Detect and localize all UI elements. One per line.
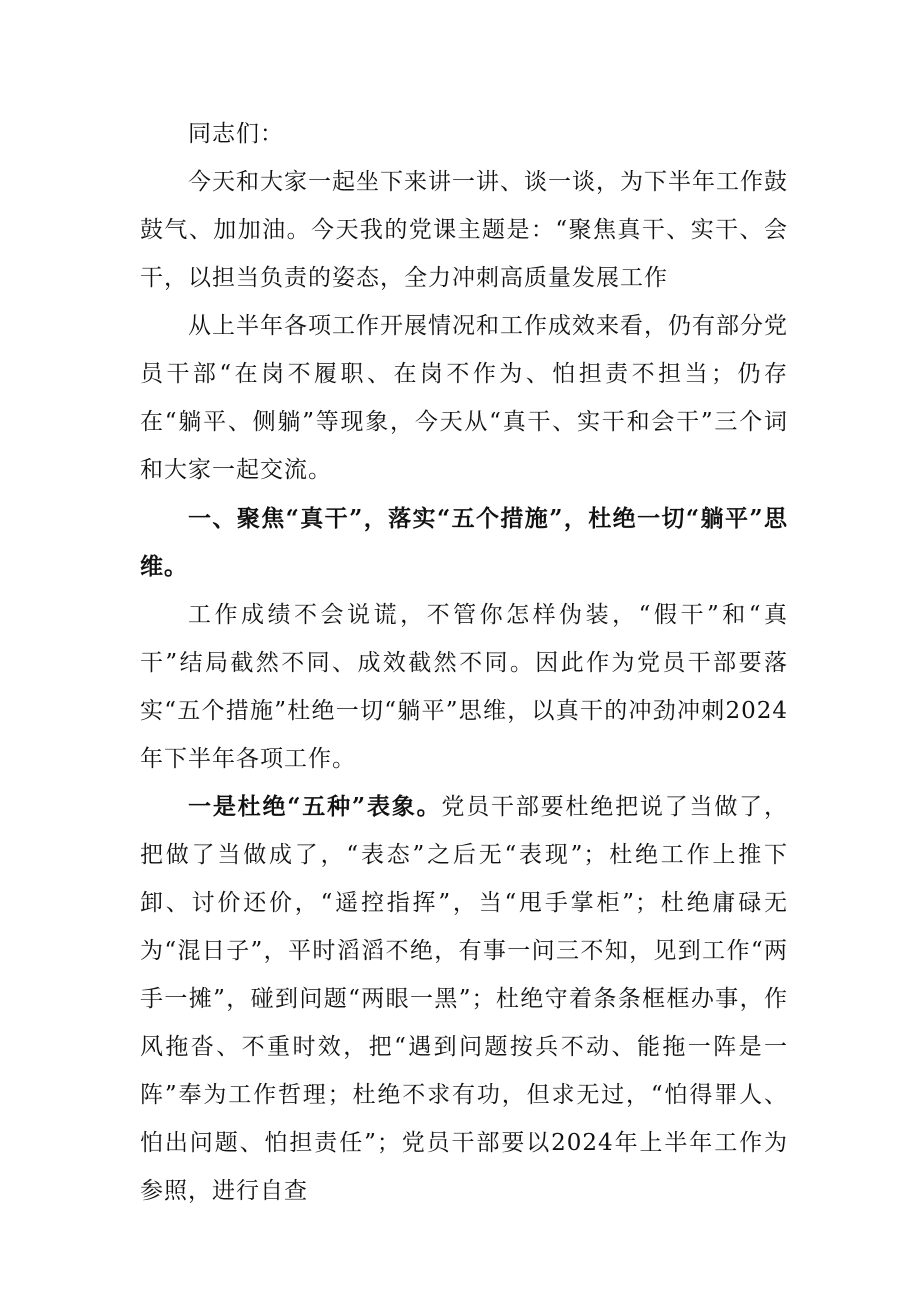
context-paragraph: 从上半年各项工作开展情况和工作成效来看，仍有部分党员干部“在岗不履职、在岗不作为、怕担责不担当；仍存在“躺平、侧躺”等现象，今天从“真干、实干和会干”三个词和大家一起交流。 <box>140 313 788 483</box>
section-heading-block <box>140 495 788 591</box>
salutation: 同志们： <box>188 121 284 147</box>
point-one-lead: 一是杜绝“五种”表象。 <box>188 793 442 820</box>
intro-paragraph-block <box>140 158 788 302</box>
section-heading: 一、聚焦“真干”，落实“五个措施”，杜绝一切“躺平”思维。 <box>140 505 788 580</box>
point-one-paragraph <box>140 783 788 1215</box>
intro-paragraph: 今天和大家一起坐下来讲一讲、谈一谈，为下半年工作鼓鼓气、加加油。今天我的党课主题是：“聚焦真干、实干、会干，以担当负责的姿态，全力冲刺高质量发展工作 <box>140 169 788 291</box>
section-body-block <box>140 591 788 783</box>
section-body-paragraph: 工作成绩不会说谎，不管你怎样伪装，“假干”和“真干”结局截然不同、成效截然不同。因此作为党员干部要落实“五个措施”杜绝一切“躺平”思维，以真干的冲劲冲刺2024年下半年各项工作。 <box>140 602 788 772</box>
context-paragraph-block <box>140 302 788 494</box>
point-one-block <box>140 783 788 1215</box>
point-one-body: 党员干部要杜绝把说了当做了，把做了当做成了，“表态”之后无“表现”；杜绝工作上推下卸、讨价还价，“遥控指挥”，当“甩手掌柜”；杜绝庸碌无为“混日子”，平时滔滔不绝，有事一问三不知，见到工作“两手一摊”，碰到问题“两眼一黑”；杜绝守着条条框框办事，作风拖沓、不重时效，把“遇到问题按兵不动、能拖一阵是一阵”奉为工作哲理；杜绝不求有功，但求无过，“怕得罪人、怕出问题、怕担责任”；党员干部要以2024年上半年工作为参照，进行自查 <box>140 794 789 1204</box>
